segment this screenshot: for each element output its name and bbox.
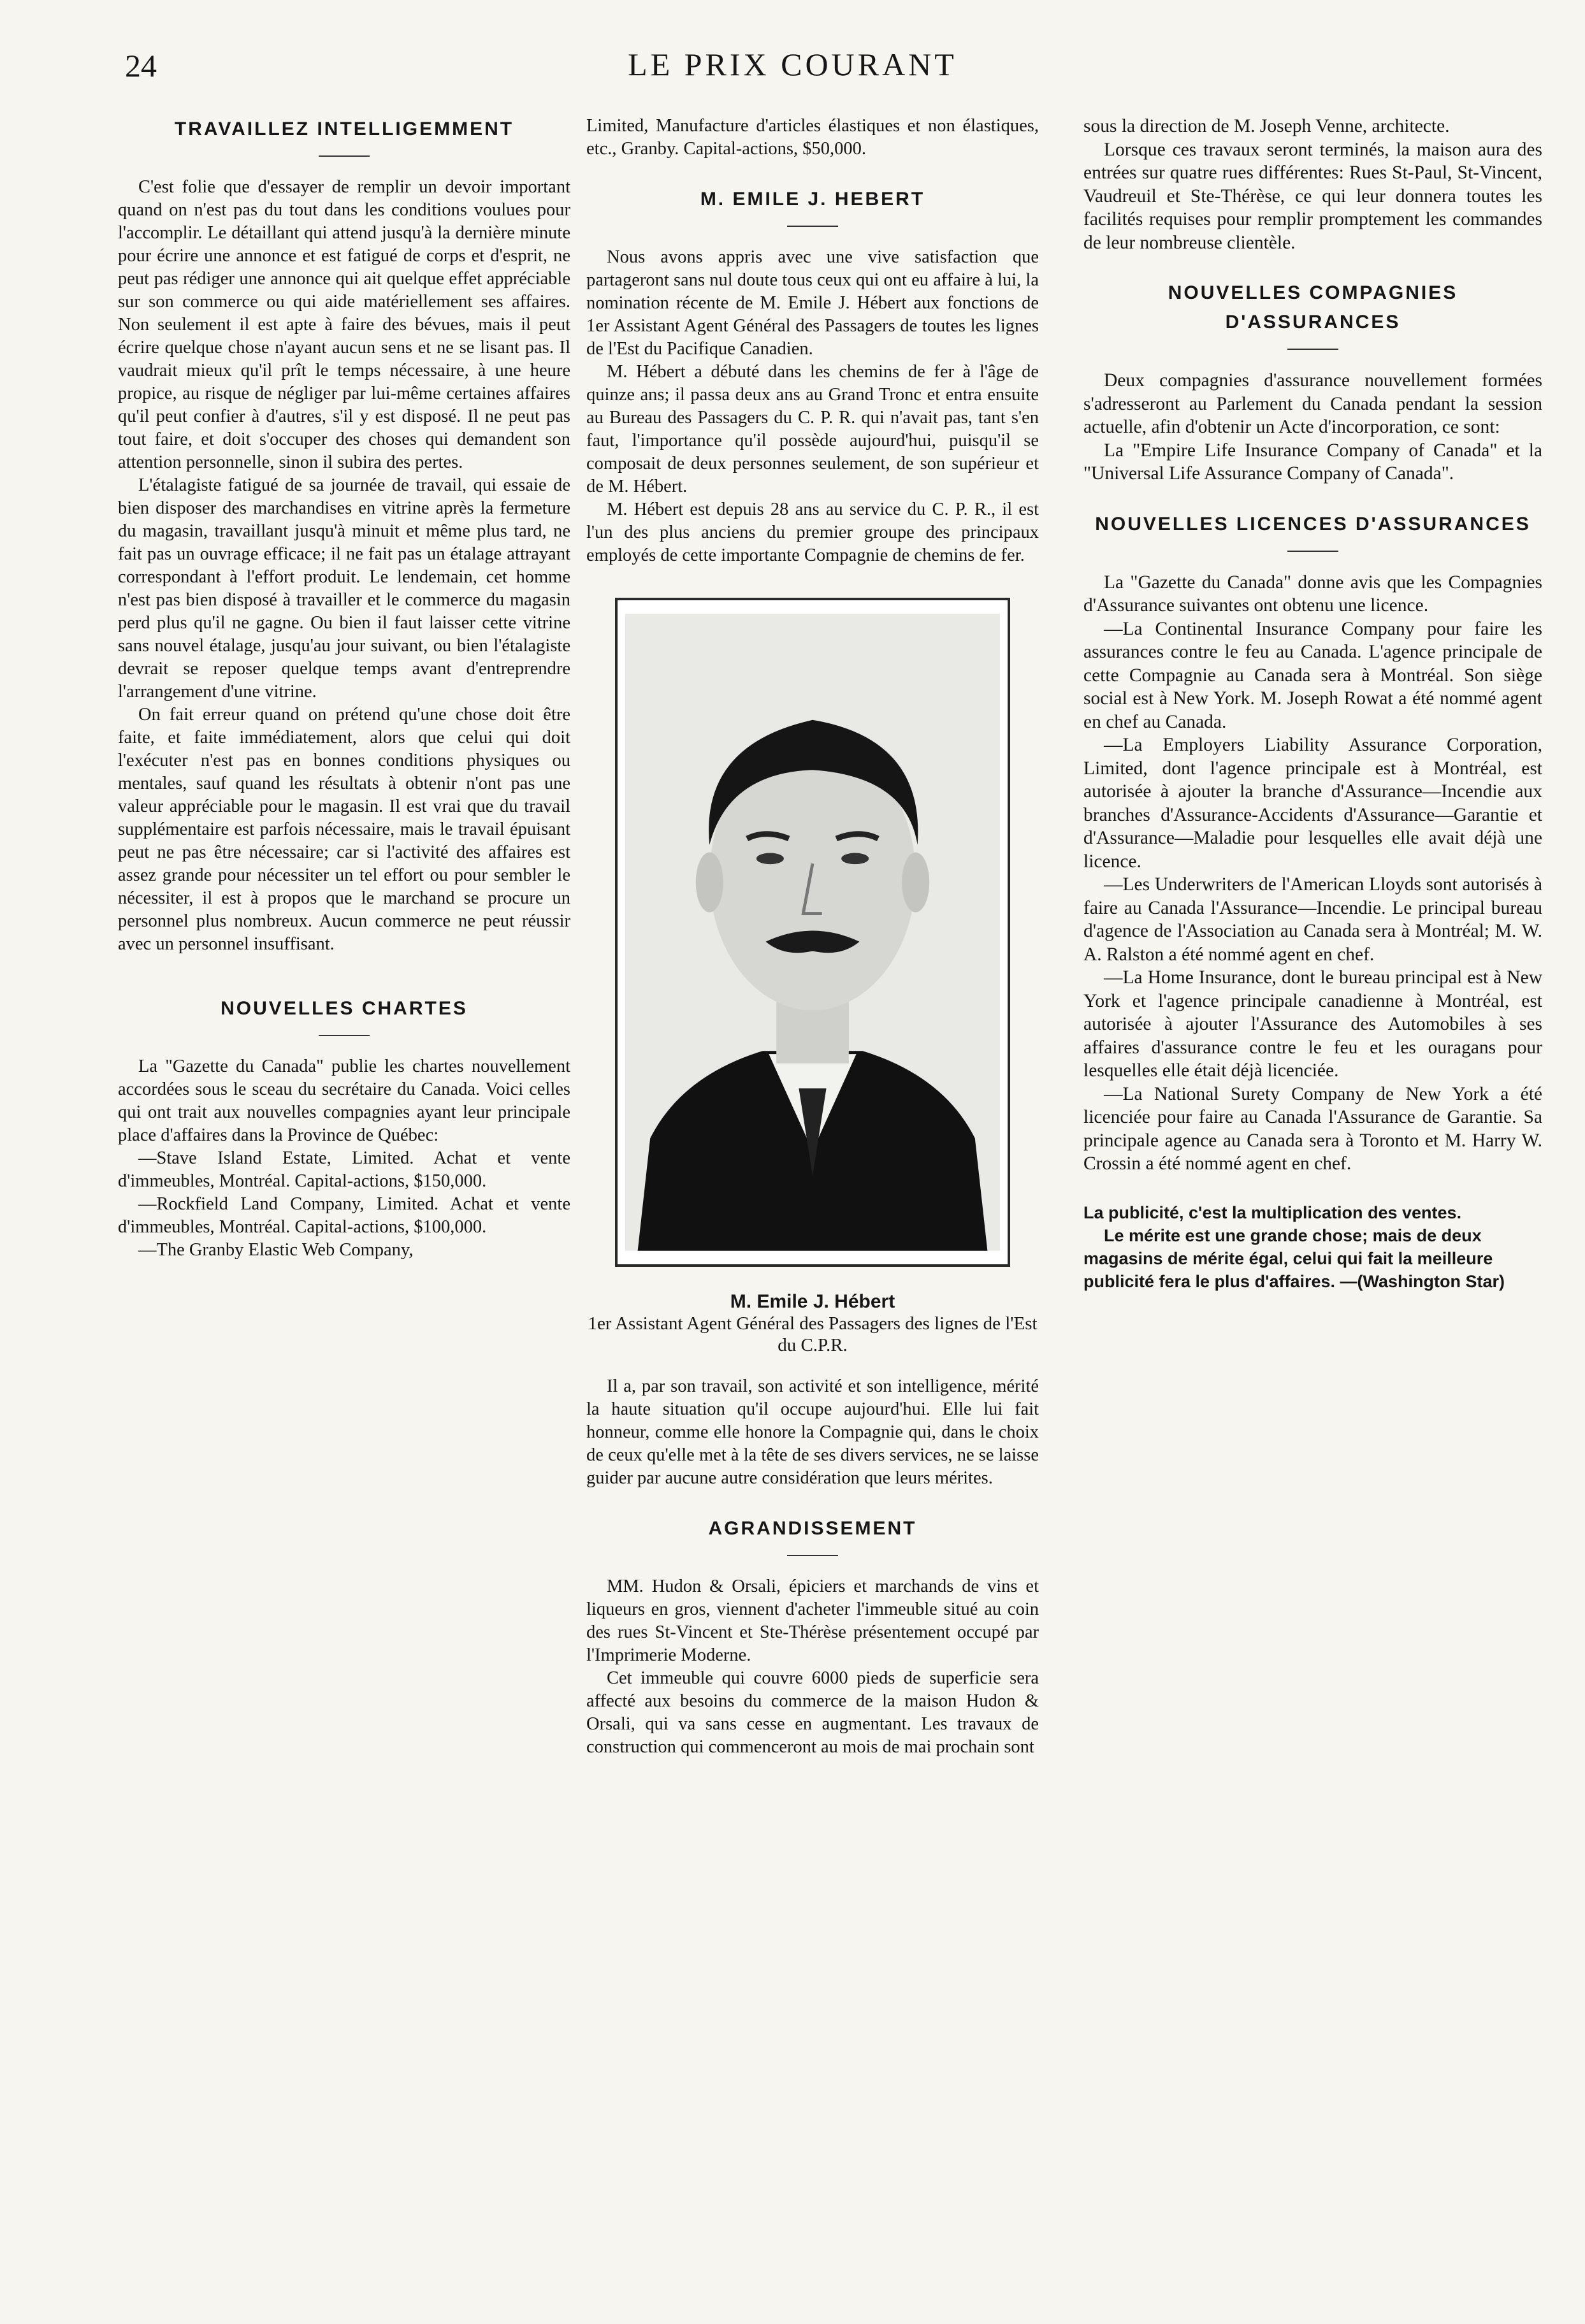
- column-1: [118, 115, 570, 2294]
- paragraph: L'étalagiste fatigué de sa journée de travail, qui essaie de bien disposer des marchandises en vitrine après la fermeture du magasin, travaillant jusqu'à minuit et même plus tard, ne fait pas un ouvrage efficace; il ne fait pas un étalage attrayant correspondant à l'effort produit. Le lendemain, cet homme n'est pas bien disposé à travailler et le commerce du magasin perd plus qu'il ne gagne. Ou bien il faut laisser cette vitrine sans nouvel étalage, jusqu'au jour suivant, ou bien l'étalagiste devrait se reposer quelque temps avant d'entreprendre l'arrangement d'une vitrine.: [118, 475, 570, 702]
- paragraph: Cet immeuble qui couvre 6000 pieds de superficie sera affecté aux besoins du commerce de la maison Hudon & Orsali, qui va sans cesse en augmentant. Les travaux de construction qui commenceront au mois de mai prochain sont: [586, 1668, 1039, 1757]
- paragraph: Lorsque ces travaux seront terminés, la maison aura des entrées sur quatre rues différentes: Rues St-Paul, St-Vincent, Vaudreuil et Ste-Thérèse, ce qui leur donnera toutes les facilités requises pour remplir promptement les commandes de leur nombreuse clientèle.: [1083, 139, 1542, 253]
- paragraph: M. Hébert est depuis 28 ans au service du C. P. R., il est l'un des plus anciens du premier groupe des principaux employés de cette importante Compagnie de chemins de fer.: [586, 500, 1039, 565]
- page-number: 24: [125, 48, 157, 83]
- heading-rule: [787, 226, 838, 227]
- heading-travaillez: TRAVAILLEZ INTELLIGEMMENT: [174, 119, 514, 140]
- paragraph: —La National Surety Company de New York a été licenciée pour faire au Canada l'Assurance de Garantie. Sa principale agence au Canada sera à Toronto et M. Harry W. Crossin a été nommé agent en chef.: [1083, 1083, 1542, 1174]
- heading-compagnies: NOUVELLES COMPAGNIES D'ASSURANCES: [1168, 282, 1458, 333]
- photo-caption-text: 1er Assistant Agent Général des Passagers des lignes de l'Est du C.P.R.: [588, 1313, 1038, 1355]
- paragraph: —La Continental Insurance Company pour faire les assurances contre le feu au Canada. L'agence principale de cette Compagnie au Canada sera à Montréal. Son siège social est à New York. M. Joseph Rowat a été nommé agent en chef au Canada.: [1083, 618, 1542, 732]
- paragraph: MM. Hudon & Orsali, épiciers et marchands de vins et liqueurs en gros, viennent d'acheter l'immeuble situé au coin des rues St-Vincent et Ste-Thérèse présentement occupé par l'Imprimerie Moderne.: [586, 1577, 1039, 1665]
- masthead-title: LE PRIX COURANT: [628, 47, 957, 82]
- heading-chartes: NOUVELLES CHARTES: [221, 998, 468, 1019]
- publicite-line: La publicité, c'est la multiplication des ventes.: [1083, 1202, 1462, 1222]
- heading-rule: [787, 1555, 838, 1556]
- portrait-photo: [615, 598, 1010, 1267]
- paragraph: La "Gazette du Canada" donne avis que les Compagnies d'Assurance suivantes ont obtenu une licence.: [1083, 572, 1542, 616]
- publicite-block: [1083, 1201, 1542, 1293]
- heading-rule: [319, 155, 370, 157]
- heading-rule: [1287, 551, 1338, 552]
- paragraph: —Stave Island Estate, Limited. Achat et vente d'immeubles, Montréal. Capital-actions, $150,000.: [118, 1148, 570, 1191]
- heading-rule: [1287, 349, 1338, 350]
- paragraph: —Rockfield Land Company, Limited. Achat et vente d'immeubles, Montréal. Capital-actions, $100,000.: [118, 1194, 570, 1237]
- paragraph: —La Employers Liability Assurance Corporation, Limited, dont l'agence principale est à Montréal, est autorisée à ajouter la branche d'Assurance—Incendie aux branches d'Assurance-Accidents d'Assurance—Garantie et d'Assurance—Maladie pour lesquelles elle avait déjà une licence.: [1083, 735, 1542, 872]
- paragraph: Nous avons appris avec une vive satisfaction que partageront sans nul doute tous ceux qui ont eu affaire à lui, la nomination récente de M. Emile J. Hébert aux fonctions de 1er Assistant Agent Général des Passagers de toutes les lignes de l'Est du Pacifique Canadien.: [586, 247, 1039, 359]
- paragraph: Limited, Manufacture d'articles élastiques et non élastiques, etc., Granby. Capital-actions, $50,000.: [586, 116, 1039, 159]
- paragraph: —Les Underwriters de l'American Lloyds sont autorisés à faire au Canada l'Assurance—Incendie. Le principal bureau d'agence de l'Association au Canada sera à Montréal; M. W. A. Ralston a été nommé agent en chef.: [1083, 874, 1542, 965]
- heading-hebert: M. EMILE J. HEBERT: [700, 189, 925, 210]
- paragraph: La "Empire Life Insurance Company of Canada" et la "Universal Life Assurance Company of Canada".: [1083, 440, 1542, 484]
- paragraph: On fait erreur quand on prétend qu'une chose doit être faite, et faite immédiatement, alors que celui qui doit l'exécuter n'est pas en bonnes conditions physiques ou mentales, sauf quand les résultats à obtenir n'ont pas une valeur appréciable pour le magasin. Il est vrai que du travail supplémentaire est parfois nécessaire, mais le travail épuisant peut ne pas être nécessaire; car si l'activité des affaires est assez grande pour nécessiter un tel effort ou pour sembler le nécessiter, il est à propos que le marchand se procure un personnel plus nombreux. Aucun commerce ne peut réussir avec un personnel insuffisant.: [118, 705, 570, 954]
- paragraph: —The Granby Elastic Web Company,: [138, 1240, 414, 1260]
- paragraph: —La Home Insurance, dont le bureau principal est à New York et l'agence principale canadienne à Montréal, est autorisée à ajouter l'Assurance des Automobiles à ses affaires d'assurance contre le feu et les ouragans pour lesquelles elle était déjà licenciée.: [1083, 967, 1542, 1081]
- column-2: [586, 115, 1039, 2294]
- photo-caption-name: M. Emile J. Hébert: [730, 1291, 895, 1312]
- paragraph: M. Hébert a débuté dans les chemins de fer à l'âge de quinze ans; il passa deux ans au Grand Tronc et entra ensuite au Bureau des Passagers du C. P. R. qui n'avait pas, tant s'en faut, l'importance qu'il possède aujourd'hui, puisqu'il se composait de deux personnes seulement, de son supérieur et de M. Hébert.: [586, 362, 1039, 496]
- portrait-image: [625, 608, 1000, 1257]
- heading-licences: NOUVELLES LICENCES D'ASSURANCES: [1095, 513, 1531, 535]
- column-3: [1083, 115, 1542, 2294]
- paragraph: La "Gazette du Canada" publie les chartes nouvellement accordées sous le sceau du secrétaire du Canada. Voici celles qui ont trait aux nouvelles compagnies ayant leur principale place d'affaires dans la Province de Québec:: [118, 1057, 570, 1145]
- heading-rule: [319, 1035, 370, 1036]
- heading-agrandissement: AGRANDISSEMENT: [708, 1518, 917, 1539]
- paragraph: C'est folie que d'essayer de remplir un devoir important quand on n'est pas du tout dans les conditions voulues pour l'accomplir. Le détaillant qui attend jusqu'à la dernière minute pour écrire une annonce et est fatigué de corps et d'esprit, ne peut pas rédiger une annonce qui ait quelque effet appréciable sur son commerce ou qui aide matériellement ses affaires. Non seulement il est apte à faire des bévues, mais il peut écrire quelque chose n'ayant aucun sens et ne se lisant pas. Il vaudrait mieux qu'il prît le temps nécessaire, à une heure propice, au risque de négliger par lui-même certaines affaires qu'il peut confier à d'autres, s'il y est disposé. Il ne peut pas tout faire, et doit s'occuper des choses qui demandent son attention personnelle, sinon il subira des pertes.: [118, 177, 570, 472]
- paragraph: Il a, par son travail, son activité et son intelligence, mérité la haute situation qu'il occupe aujourd'hui. Elle lui fait honneur, comme elle honore la Compagnie qui, dans le choix de ceux qu'elle met à la tête de ses divers services, ne se laisse guider par aucune autre considération que leurs mérites.: [586, 1376, 1039, 1488]
- paragraph: sous la direction de M. Joseph Venne, architecte.: [1083, 116, 1450, 136]
- publicite-line: Le mérite est une grande chose; mais de deux magasins de mérite égal, celui qui fait la meilleure publicité fera le plus d'affaires. —(Washington Star): [1083, 1225, 1505, 1291]
- paragraph: Deux compagnies d'assurance nouvellement formées s'adresseront au Parlement du Canada pendant la session actuelle, afin d'obtenir un Acte d'incorporation, ce sont:: [1083, 370, 1542, 437]
